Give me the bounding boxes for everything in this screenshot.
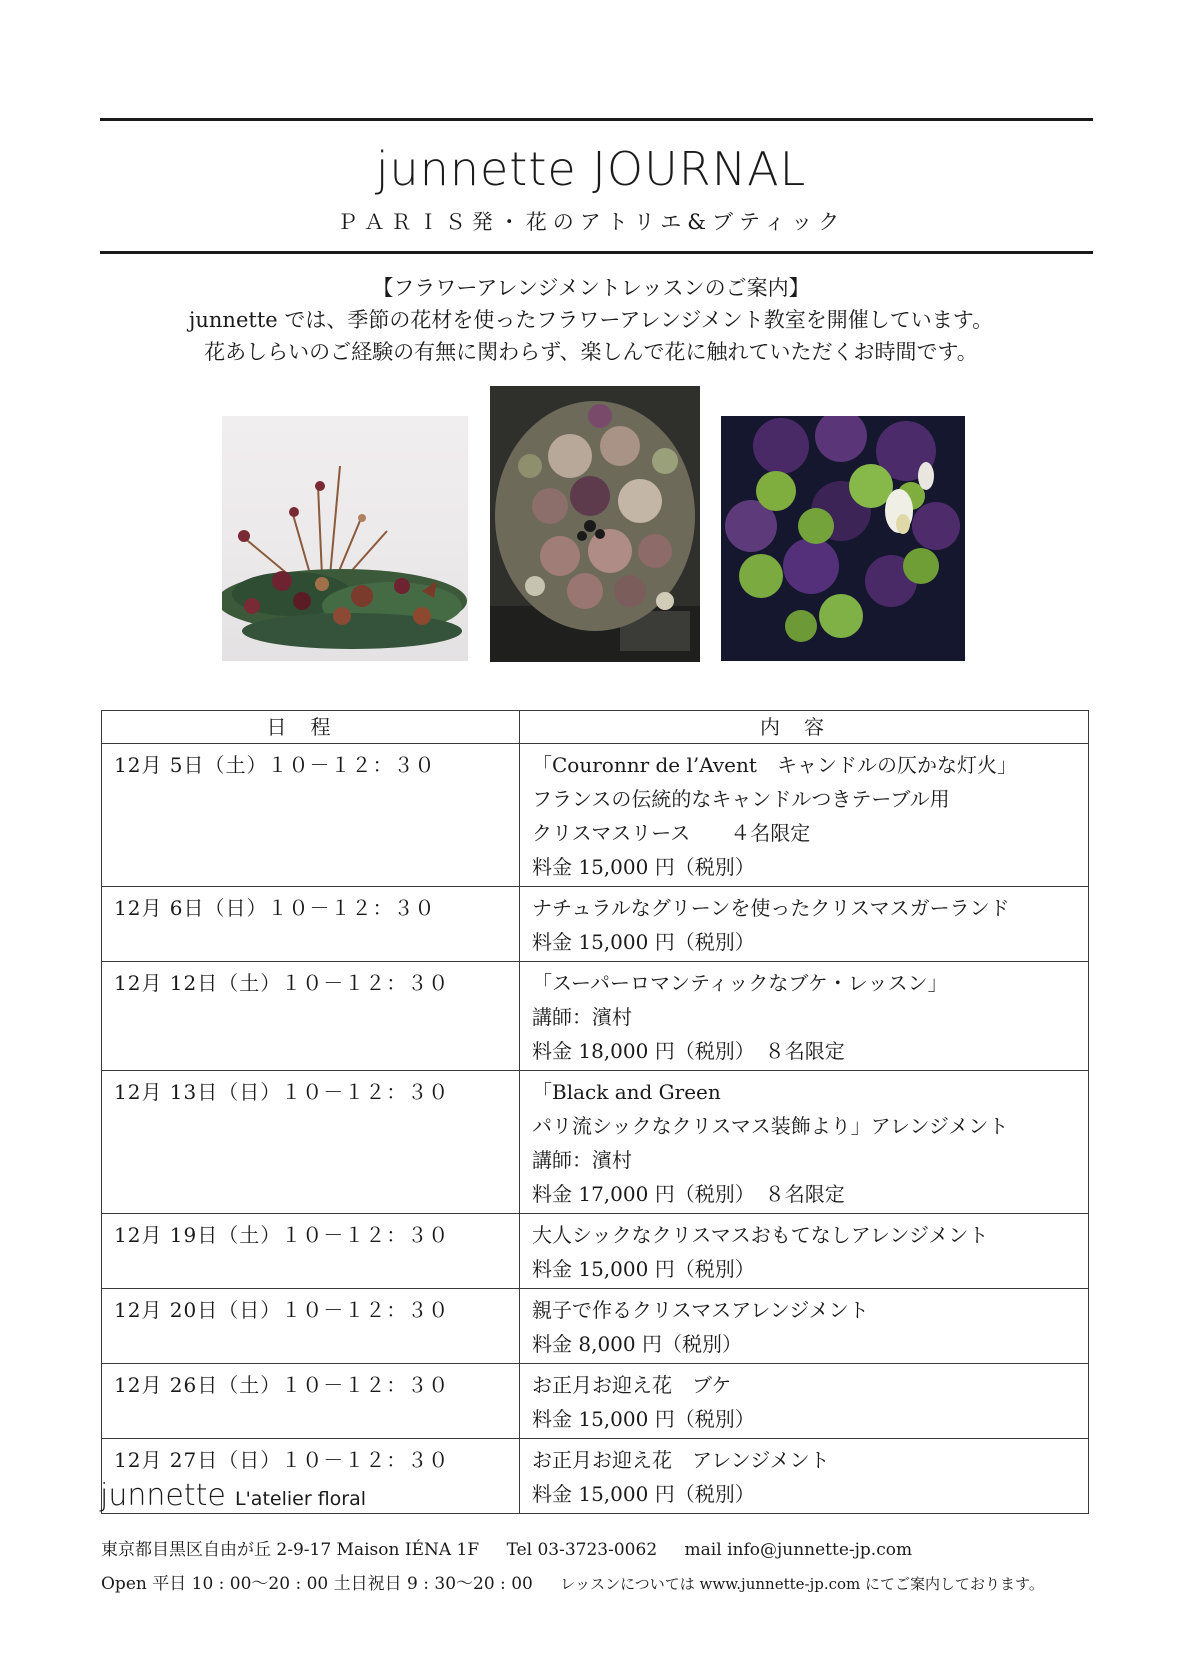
- row-date: 12月 6日（日）１０－１２：３０: [102, 887, 520, 962]
- row-content-line: 料金 15,000 円（税別）: [532, 930, 755, 954]
- row-content-line: フランスの伝統的なキャンドルつきテーブル用: [532, 787, 950, 811]
- row-content: [520, 1214, 1089, 1289]
- row-content-line: 料金 15,000 円（税別）: [532, 1482, 755, 1506]
- footer-hours: Open 平日 10 : 00～20 : 00 土日祝日 9 : 30～20 : 00: [101, 1574, 533, 1594]
- row-content-line: 料金 18,000 円（税別） ８名限定: [532, 1039, 845, 1063]
- footer-contact-line: [101, 1535, 912, 1560]
- table-row: [102, 887, 1089, 962]
- table-row: [102, 1214, 1089, 1289]
- row-content-line: 講師：濱村: [532, 1005, 632, 1029]
- page-subtitle: ＰＡＲＩＳ発・花のアトリエ&ブティック: [336, 210, 846, 234]
- row-content: [520, 962, 1089, 1071]
- footer-tel: Tel 03-3723-0062: [506, 1540, 658, 1560]
- table-row: [102, 1364, 1089, 1439]
- row-content: [520, 1364, 1089, 1439]
- row-content-line: 講師：濱村: [532, 1148, 632, 1172]
- row-date: 12月 5日（土）１０－１２：３０: [102, 744, 520, 887]
- column-header-date: 日程: [102, 711, 520, 744]
- row-content: [520, 1439, 1089, 1514]
- row-content-line: 親子で作るクリスマスアレンジメント: [532, 1298, 869, 1322]
- row-date: 12月 19日（土）１０－１２：３０: [102, 1214, 520, 1289]
- row-content-line: 料金 15,000 円（税別）: [532, 1407, 755, 1431]
- intro-section: [0, 272, 1182, 368]
- row-content-line: 「Couronnr de l’Avent キャンドルの仄かな灯火」: [532, 753, 1017, 777]
- page-title: junnette JOURNAL: [375, 142, 807, 196]
- row-content-line: 料金 17,000 円（税別） ８名限定: [532, 1182, 845, 1206]
- row-content-line: 「スーパーロマンティックなブケ・レッスン」: [532, 971, 948, 995]
- table-row: [102, 744, 1089, 887]
- intro-line-1: junnette では、季節の花材を使ったフラワーアレンジメント教室を開催しています。: [188, 308, 994, 332]
- row-date: 12月 12日（土）１０－１２：３０: [102, 962, 520, 1071]
- row-content-line: ナチュラルなグリーンを使ったクリスマスガーランド: [532, 896, 1010, 920]
- footer-brand: junnette: [100, 1478, 226, 1513]
- row-content-line: お正月お迎え花 アレンジメント: [532, 1448, 830, 1472]
- table-row: [102, 1071, 1089, 1214]
- lesson-schedule-table: [101, 710, 1089, 1514]
- row-content: [520, 744, 1089, 887]
- photo-purple-green: [721, 416, 965, 661]
- footer-hours-line: [101, 1569, 1044, 1594]
- row-content-line: パリ流シックなクリスマス装飾より」アレンジメント: [532, 1114, 1009, 1138]
- row-content: [520, 1071, 1089, 1214]
- table-row: [102, 962, 1089, 1071]
- row-content: [520, 1289, 1089, 1364]
- row-date: 12月 13日（日）１０－１２：３０: [102, 1071, 520, 1214]
- row-content-line: 料金 15,000 円（税別）: [532, 855, 755, 879]
- header-top-rule: [100, 118, 1093, 121]
- table-header-row: [102, 711, 1089, 744]
- footer-brand-sub: L'atelier floral: [235, 1488, 367, 1510]
- row-content-line: クリスマスリース ４名限定: [532, 821, 811, 845]
- intro-line-2: 花あしらいのご経験の有無に関わらず、楽しんで花に触れていただくお時間です。: [204, 340, 978, 364]
- row-content-line: 料金 15,000 円（税別）: [532, 1257, 755, 1281]
- header-bottom-rule: [100, 251, 1093, 254]
- footer-lesson-note: レッスンについては www.junnette-jp.com にてご案内しております。: [560, 1575, 1044, 1593]
- table-row: [102, 1289, 1089, 1364]
- photo-table-wreath: [222, 416, 468, 661]
- column-header-content: 内容: [520, 711, 1089, 744]
- row-date: 12月 26日（土）１０－１２：３０: [102, 1364, 520, 1439]
- intro-heading: 【フラワーアレンジメントレッスンのご案内】: [372, 276, 810, 300]
- row-content: [520, 887, 1089, 962]
- row-date: 12月 27日（日）１０－１２：３０: [102, 1439, 520, 1514]
- row-content-line: 「Black and Green: [532, 1080, 721, 1104]
- photo-rose-bouquet: [490, 386, 700, 662]
- row-content-line: お正月お迎え花 ブケ: [532, 1373, 732, 1397]
- footer-mail-link[interactable]: mail info@junnette-jp.com: [684, 1540, 913, 1560]
- row-content-line: 料金 8,000 円（税別）: [532, 1332, 742, 1356]
- row-content-line: 大人シックなクリスマスおもてなしアレンジメント: [532, 1223, 989, 1247]
- footer-address: 東京都目黒区自由が丘 2-9-17 Maison IÉNA 1F: [101, 1540, 480, 1560]
- row-date: 12月 20日（日）１０－１２：３０: [102, 1289, 520, 1364]
